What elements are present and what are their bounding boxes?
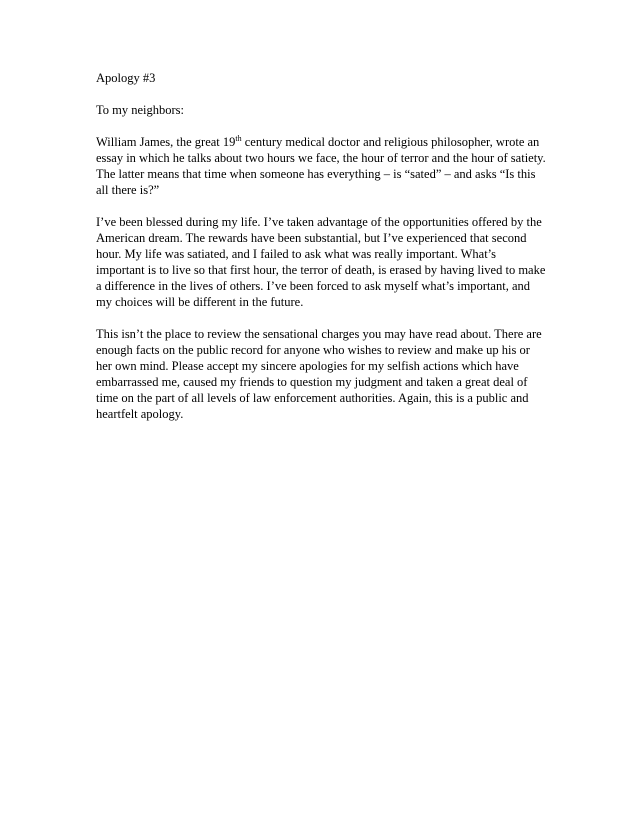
paragraph1-text-after-superscript: century medical doctor and religious philosopher, wrote an essay in which he talks about two hours we face, the hour of terror and the hour of satiety. The latter means that time when someone has everything – is “sated” – and asks “Is this all there is?” [96, 135, 546, 197]
paragraph1-text-before-superscript: William James, the great 19 [96, 135, 236, 149]
paragraph-public-apology: This isn’t the place to review the sensational charges you may have read about. There are enough facts on the public record for anyone who wishes to review and make up his or her own mind. Please accept my sincere apologies for my selfish actions which have embarrassed me, caused my friends to question my judgment and taken a great deal of time on the part of all levels of law enforcement authorities. Again, this is a public and heartfelt apology. [96, 327, 542, 421]
ordinal-superscript: th [235, 133, 242, 143]
salutation-line: To my neighbors: [96, 103, 185, 117]
paragraph-blessed-life: I’ve been blessed during my life. I’ve taken advantage of the opportunities offered by the American dream. The rewards have been substantial, but I’ve experienced that second hour. My life was satiated, and I failed to ask what was really important. What’s important is to live so that first hour, the terror of death, is erased by having lived to make a difference in the lives of others. I’ve been forced to ask myself what’s important, and my choices will be different in the future. [96, 215, 546, 309]
paragraph-william-james [96, 134, 546, 198]
document-title: Apology #3 [96, 71, 156, 85]
